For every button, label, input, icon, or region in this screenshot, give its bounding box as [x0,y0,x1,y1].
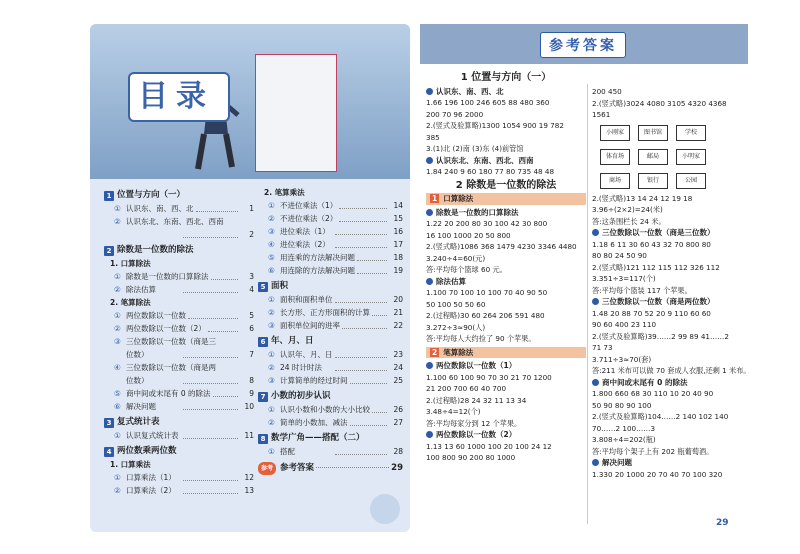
answer-line: 2.(竖式及验算略)1300 1054 900 19 782 [426,121,564,130]
answer-line: 答:平均每个架子上有 202 瓶葡萄酒。 [592,446,714,456]
entry-title: 面积和面积单位 [280,295,333,304]
entry-marker: ② [114,217,121,226]
entry-title: 进位乘法（1） [280,227,330,236]
entry-marker: ① [114,204,121,213]
page-number: 29 [716,518,729,528]
entry-title: 解决问题 [126,402,156,411]
dot-leader [339,199,387,209]
toc-section-heading [258,280,403,293]
toc-subheading: 2. 笔算除法 [110,298,151,307]
lesson-title [592,457,742,469]
entry-page: 16 [393,227,403,236]
answer-line: 1.84 240 9 60 180 77 80 735 48 48 [426,167,555,176]
dot-leader [357,264,387,274]
toc-entry [114,348,254,361]
entry-page: 11 [244,431,254,440]
dot-leader [335,238,388,248]
answer-line: 2.(竖式略)1086 368 1479 4230 3346 4480 [426,242,577,251]
toc-entry [268,212,403,225]
dot-leader [183,374,238,384]
toc-entry [268,199,403,212]
entry-title [126,228,181,241]
dot-leader [183,348,238,358]
entry-page [240,335,254,348]
toc-section-heading [258,390,403,403]
dot-leader [183,400,238,410]
map-cell: 商场 [600,173,630,189]
bullet-dot [592,379,599,386]
toc-entry [114,429,254,442]
toc-entry [268,348,403,361]
answer-line: 71 73 [592,343,613,352]
entry-title: 三位数除以一位数（商是三 [126,337,216,346]
toc-section-heading [104,416,254,429]
dot-leader [316,467,389,468]
toc-entry [114,270,254,283]
answer-line: 2.(过程略)28 24 32 11 13 34 [426,395,527,405]
answer-line: 答:这条围栏长 24 米。 [592,216,666,226]
section-number-badge: 5 [258,282,268,292]
entry-marker: ① [114,272,121,281]
toc-entry [114,335,254,348]
lesson-title-text: 三位数除以一位数（商是两位数） [602,297,715,306]
toc-entry [268,306,403,319]
toc-entry [114,387,254,400]
unit-number: 2 [432,347,438,357]
entry-page: 13 [244,486,254,495]
entry-marker: ① [114,473,121,482]
toc-entry [114,484,254,497]
dot-leader [335,361,388,371]
dot-leader [335,445,388,455]
toc-column-2 [258,186,403,475]
toc-entry [114,202,254,215]
contents-page [90,24,410,532]
lesson-title [426,207,586,219]
entry-title: 两位数除以一位数 [126,311,186,320]
answer-line: 答:平均每个篮装 117 个苹果。 [592,285,692,295]
dot-leader [183,228,238,238]
bullet-dot [426,209,433,216]
answer-line: 3.808÷4=202(瓶) [592,435,656,444]
toc-entry [268,319,403,332]
entry-page: 18 [393,253,403,262]
answer-line: 1.800 660 68 30 110 10 20 40 90 [592,389,714,398]
entry-marker: ⑥ [114,402,121,411]
map-cell: 小明家 [676,149,706,165]
entry-marker: ④ [114,363,121,372]
dot-leader [372,403,387,413]
entry-page: 3 [249,272,254,281]
lesson-title [592,227,742,239]
toc-section-heading [104,445,254,458]
answer-line: 3.272÷3≈90(人) [426,322,486,332]
answer-line: 3.(1)北 (2)南 (3)东 (4)前管馆 [426,144,524,153]
toc-entry [268,361,403,374]
entry-title: 口算乘法（2） [126,486,176,495]
answer-line: 答:211 米布可以做 70 套成人衣服,还剩 1 米布。 [592,366,751,375]
entry-title: 口算乘法（1） [126,473,176,482]
answer-line: 1.18 6 11 30 60 43 32 70 800 80 [592,239,711,249]
lesson-title-text: 认识东北、东南、西北、西南 [436,155,534,165]
answer-line: 1.100 70 100 10 100 70 40 90 50 [426,288,548,297]
answer-line: 385 [426,132,440,142]
toc-entry [268,403,403,416]
section-number-badge: 3 [104,418,114,428]
entry-page [240,361,254,374]
lesson-title [592,377,742,389]
entry-marker [114,228,126,241]
entry-title: 认识东、南、西、北 [126,204,194,213]
page-title: 目录 [130,74,228,120]
dot-leader [188,309,238,319]
answer-line: 答:平均每个篮球 60 元。 [426,265,507,274]
dot-leader [342,319,387,329]
section-number-badge: 8 [258,434,268,444]
answer-line: 200 450 [592,87,622,96]
toc-section-heading [104,244,254,257]
chapter-title: 2 除数是一位数的除法 [455,179,557,191]
toc-entry [268,416,403,429]
answer-line: 2.(竖式略)121 112 115 112 326 112 [592,262,720,272]
dot-leader [357,251,387,261]
lesson-title-text: 认识东、南、西、北 [436,86,504,96]
bullet-dot [592,229,599,236]
answer-key-pill: 参考 [258,462,276,475]
entry-marker: ② [268,308,275,317]
entry-marker: ③ [268,227,275,236]
toc-entry [114,400,254,413]
answer-line: 2.(竖式及验算略)104……2 140 102 140 [592,412,729,421]
entry-title: 除数是一位数的口算除法 [126,272,209,281]
entry-title: 面积单位间的进率 [280,321,340,330]
entry-title: 位数） [126,350,149,359]
entry-page [240,215,254,228]
answer-line: 3.96÷(2×2)=24(米) [592,205,663,214]
entry-page: 26 [393,405,403,414]
entry-page: 24 [393,363,403,372]
answer-header-title: 参考答案 [540,32,626,58]
answer-line: 100 800 90 200 80 1000 [426,453,516,462]
entry-marker: ④ [268,240,275,249]
section-title: 数学广角——搭配（二） [271,433,365,443]
section-title: 面积 [271,281,289,291]
entry-marker [114,348,126,361]
map-cell: 体育场 [600,149,630,165]
section-number-badge: 6 [258,337,268,347]
answer-key-page: 29 [391,463,403,473]
lesson-title [426,86,586,98]
dot-leader [183,484,238,494]
answer-line: 3.711÷3≈70(套) [592,354,652,364]
bullet-dot [426,362,433,369]
entry-page: 27 [393,418,403,427]
answer-line: 1.100 60 100 90 70 30 21 70 1200 [426,372,552,382]
toc-entry [114,471,254,484]
toc-column-1 [104,186,254,497]
toc-entry [268,238,403,251]
entry-marker: ② [268,214,275,223]
lesson-title-text: 除法估算 [436,276,466,286]
map-cell: 公园 [676,173,706,189]
entry-page: 14 [393,201,403,210]
answer-line: 2.(过程略)30 60 264 206 591 480 [426,311,545,320]
entry-marker: ⑤ [268,253,275,262]
dot-leader [350,416,388,426]
entry-marker: ③ [268,376,275,385]
toc-entry [114,309,254,322]
dot-leader [183,471,238,481]
entry-marker: ⑤ [114,389,121,398]
entry-title: 24 时计时法 [280,363,322,372]
answer-line: 3.240÷4=60(元) [426,253,486,263]
toc-entry [114,322,254,335]
picture-frame [255,54,337,172]
toc-subheading: 1. 口算除法 [110,259,151,268]
entry-title: 不进位乘法（1） [280,201,338,210]
entry-page: 1 [249,204,254,213]
entry-marker: ③ [114,337,121,346]
answer-line: 2.(竖式略)3024 4080 3105 4320 4368 [592,98,727,108]
unit-bar [426,193,586,205]
entry-marker: ⑥ [268,266,275,275]
dot-leader [350,374,388,384]
answer-line: 1.13 13 60 1000 100 20 100 24 12 [426,441,552,451]
answer-column-b [592,86,751,480]
entry-title: 用连乘的方法解决问题 [280,253,355,262]
toc-entry [114,215,254,228]
lesson-title [426,155,586,167]
entry-marker: ② [114,324,121,333]
entry-page: 12 [244,473,254,482]
toc-answer-key [258,462,403,475]
dot-leader [372,306,387,316]
dot-leader [211,270,239,280]
entry-marker: ① [114,311,121,320]
answer-line: 1561 [592,110,611,119]
section-title: 小数的初步认识 [271,391,331,401]
entry-marker: ② [114,285,121,294]
answer-line: 1.330 20 1000 20 70 40 70 100 320 [592,469,723,479]
unit-bar [426,347,586,359]
bullet-dot [592,298,599,305]
entry-marker: ② [268,418,275,427]
lesson-title [426,276,586,288]
entry-title: 除法估算 [126,285,156,294]
entry-page: 5 [249,311,254,320]
toc-entry [114,228,254,241]
entry-page: 20 [393,295,403,304]
entry-page: 9 [249,389,254,398]
toc-section-heading [258,335,403,348]
answer-line: 90 60 400 23 110 [592,320,657,329]
unit-title: 笔算除法 [443,347,474,357]
unit-number: 1 [432,194,438,203]
entry-title: 位数） [126,376,149,385]
column-divider [587,84,588,524]
dot-leader [213,387,238,397]
toc-entry [114,361,254,374]
entry-title: 两位数除以一位数（2） [126,324,206,333]
dot-leader [183,429,238,439]
toc-section-heading [104,189,254,202]
decorative-circle [370,494,400,524]
entry-page: 21 [393,308,403,317]
toc-entry [114,283,254,296]
entry-title: 计算简单的经过时间 [280,376,348,385]
toc-entry [268,445,403,458]
entry-marker: ① [268,447,275,456]
entry-title: 用连除的方法解决问题 [280,266,355,275]
lesson-title [426,360,586,372]
entry-page: 28 [393,447,403,456]
answer-line: 16 100 1000 20 50 800 [426,230,511,240]
bullet-dot [426,431,433,438]
map-cell: 银行 [638,173,668,189]
answer-line: 80 80 24 50 90 [592,251,647,260]
dot-leader [183,283,238,293]
map-grid [600,125,742,189]
toc-entry [268,251,403,264]
entry-marker: ② [114,486,121,495]
dot-leader [335,293,388,303]
entry-page: 15 [393,214,403,223]
entry-page: 25 [393,376,403,385]
bullet-dot [426,157,433,164]
entry-page: 2 [249,230,254,239]
section-title: 年、月、日 [271,336,314,346]
answer-line: 1.48 20 88 70 52 20 9 110 60 60 [592,308,711,318]
lesson-title-text: 商中间或末尾有 0 的除法 [602,377,688,387]
lesson-title-text: 两位数除以一位数（2） [436,430,517,439]
entry-title: 认识年、月、日 [280,350,333,359]
toc-subheading: 2. 笔算乘法 [264,188,305,197]
dot-leader [208,322,238,332]
lesson-title-text: 解决问题 [602,458,632,467]
answer-line: 2.(竖式略)13 14 24 12 19 18 [592,193,693,203]
answer-line: 21 200 700 60 40 700 [426,384,507,393]
entry-title: 进位乘法（2） [280,240,330,249]
dot-leader [335,348,388,358]
answer-page [420,24,751,532]
entry-marker: ① [268,405,275,414]
entry-page: 17 [393,240,403,249]
answer-line: 3.48÷4=12(个) [426,407,481,416]
section-number-badge: 4 [104,447,114,457]
entry-page: 10 [244,402,254,411]
lesson-title [426,429,586,441]
section-title: 复式统计表 [117,417,160,427]
entry-title: 认识小数和小数的大小比较 [280,405,370,414]
toc-entry [268,264,403,277]
entry-marker: ① [268,201,275,210]
toc-entry [268,225,403,238]
section-title: 除数是一位数的除法 [117,245,194,255]
entry-page: 7 [249,350,254,359]
dot-leader [335,225,388,235]
answer-line: 1.66 196 100 246 605 88 480 360 [426,98,550,107]
answer-line: 答:平均每家分到 12 个苹果。 [426,418,522,428]
section-number-badge: 7 [258,392,268,402]
section-title: 位置与方向（一） [117,190,186,200]
cover-illustration [90,24,410,179]
bullet-dot [426,278,433,285]
entry-marker [114,374,126,387]
toc-entry [268,293,403,306]
chapter-title: 1 位置与方向（一） [460,72,552,83]
answer-line: 200 70 96 2000 [426,109,484,119]
entry-page: 22 [393,321,403,330]
entry-page: 6 [249,324,254,333]
entry-marker: ① [268,295,275,304]
bullet-dot [426,88,433,95]
entry-marker: ① [114,431,121,440]
answer-line: 50 100 50 50 60 [426,299,486,309]
entry-title: 三位数除以一位数（商是两 [126,363,216,372]
answer-line: 3.351÷3=117(个) [592,274,656,283]
entry-title: 不进位乘法（2） [280,214,338,223]
lesson-title-text: 除数是一位数的口算除法 [436,207,519,217]
entry-title: 认识东北、东南、西北、西南 [126,217,224,226]
entry-marker: ② [268,363,275,372]
answer-line: 1.22 20 200 80 30 100 42 30 800 [426,219,548,228]
map-cell: 学校 [676,125,706,141]
answer-header-banner [420,24,748,64]
answer-column-a [426,70,586,464]
bullet-dot [592,459,599,466]
toc-entry [114,374,254,387]
entry-title: 商中间或末尾有 0 的除法 [126,389,211,398]
entry-page: 23 [393,350,403,359]
lesson-title-text: 两位数除以一位数（1） [436,361,517,370]
map-cell: 图书馆 [638,125,668,141]
answer-key-title: 参考答案 [280,463,315,473]
dot-leader [196,202,239,212]
toc-section-heading [258,432,403,445]
answer-line: 答:平均每人大约捡了 90 个苹果。 [426,334,536,343]
toc-subheading: 1. 口算乘法 [110,460,151,469]
toc-entry [268,374,403,387]
entry-marker: ③ [268,321,275,330]
unit-title: 口算除法 [443,194,474,203]
answer-line: 50 90 80 90 100 [592,400,652,410]
lesson-title-text: 三位数除以一位数（商是三位数） [602,228,715,237]
map-cell: 邮局 [638,149,668,165]
entry-marker: ① [268,350,275,359]
entry-title: 长方形、正方形面积的计算 [280,308,370,317]
section-number-badge: 2 [104,246,114,256]
answer-line: 2.(竖式及验算略)39……2 99 89 41……2 [592,331,729,341]
entry-page: 8 [249,376,254,385]
entry-title: 简单的小数加、减法 [280,418,348,427]
dot-leader [339,212,387,222]
entry-page: 19 [393,266,403,275]
section-title: 两位数乘两位数 [117,446,177,456]
entry-title: 认识复式统计表 [126,431,179,440]
lesson-title [592,296,742,308]
entry-page: 4 [249,285,254,294]
section-number-badge: 1 [104,191,114,201]
entry-title: 搭配 [280,447,295,456]
map-cell: 小刚家 [600,125,630,141]
answer-line: 70……2 100……3 [592,423,656,433]
